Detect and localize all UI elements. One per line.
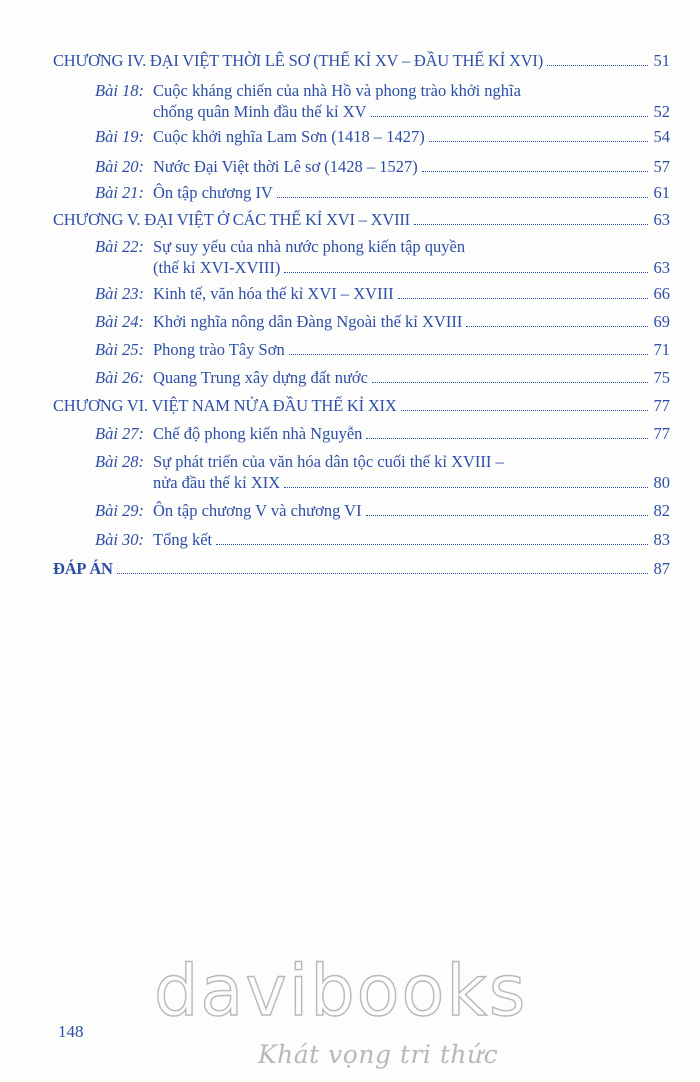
page-ref: 83 xyxy=(653,530,670,549)
lesson-title: Cuộc khởi nghĩa Lam Sơn (1418 – 1427) xyxy=(153,127,425,146)
lesson-title-line2: (thế kỉ XVI-XVIII) xyxy=(153,258,281,277)
toc-chapter-6[interactable] xyxy=(53,395,670,423)
table-of-contents xyxy=(0,50,700,586)
page-ref: 52 xyxy=(653,102,670,121)
lesson-label: Bài 27: xyxy=(95,424,145,443)
page-ref: 69 xyxy=(653,312,670,331)
dot-leader xyxy=(366,438,648,439)
lesson-title-line1: Cuộc kháng chiến của nhà Hồ và phong trào khởi nghĩa xyxy=(153,81,521,100)
lesson-label: Bài 24: xyxy=(95,312,145,331)
lesson-title: Chế độ phong kiến nhà Nguyễn xyxy=(153,424,363,443)
dot-leader xyxy=(366,515,648,516)
chapter-title: CHƯƠNG IV. ĐẠI VIỆT THỜI LÊ SƠ (THẾ KỈ XV – ĐẦU THẾ KỈ XVI) xyxy=(53,51,543,70)
page-ref: 61 xyxy=(653,183,670,202)
lesson-title: Quang Trung xây dựng đất nước xyxy=(153,368,368,387)
toc-lesson-19[interactable] xyxy=(95,126,670,156)
lesson-label: Bài 18: xyxy=(95,81,145,100)
dot-leader xyxy=(371,116,648,117)
toc-lesson-28[interactable] xyxy=(95,451,670,500)
toc-lesson-24[interactable] xyxy=(95,311,670,339)
lesson-label: Bài 26: xyxy=(95,368,145,387)
lesson-label: Bài 19: xyxy=(95,127,145,146)
lesson-label: Bài 22: xyxy=(95,237,145,256)
lesson-label: Bài 29: xyxy=(95,501,145,520)
page-ref: 51 xyxy=(653,51,670,70)
page-ref: 54 xyxy=(653,127,670,146)
dot-leader xyxy=(422,171,648,172)
page-ref: 77 xyxy=(653,424,670,443)
brand-watermark: davibooks xyxy=(154,950,528,1032)
dot-leader xyxy=(401,410,648,411)
toc-lesson-30[interactable] xyxy=(95,529,670,558)
lesson-label: Bài 28: xyxy=(95,452,145,471)
dot-leader xyxy=(216,544,648,545)
dot-leader xyxy=(284,487,648,488)
lesson-label: Bài 21: xyxy=(95,183,145,202)
lesson-title: Phong trào Tây Sơn xyxy=(153,340,285,359)
lesson-title: Khởi nghĩa nông dân Đàng Ngoài thế kỉ XVIII xyxy=(153,312,463,331)
lesson-title: Tổng kết xyxy=(153,530,213,549)
lesson-title-line1: Sự suy yếu của nhà nước phong kiến tập quyền xyxy=(153,237,466,256)
toc-lesson-21[interactable] xyxy=(95,182,670,209)
page-ref: 63 xyxy=(653,258,670,277)
dot-leader xyxy=(289,354,648,355)
toc-lesson-26[interactable] xyxy=(95,367,670,395)
toc-chapter-4[interactable] xyxy=(53,50,670,80)
page-ref: 63 xyxy=(653,210,670,229)
chapter-title: CHƯƠNG V. ĐẠI VIỆT Ở CÁC THẾ KỈ XVI – XVIII xyxy=(53,210,410,229)
page-ref: 75 xyxy=(653,368,670,387)
page-ref: 77 xyxy=(653,396,670,415)
lesson-label: Bài 23: xyxy=(95,284,145,303)
toc-lesson-23[interactable] xyxy=(95,283,670,311)
toc-lesson-18[interactable] xyxy=(95,80,670,126)
dot-leader xyxy=(372,382,648,383)
lesson-label: Bài 30: xyxy=(95,530,145,549)
page-number: 148 xyxy=(58,1022,84,1041)
page-ref: 66 xyxy=(653,284,670,303)
chapter-title: CHƯƠNG VI. VIỆT NAM NỬA ĐẦU THẾ KỈ XIX xyxy=(53,396,397,415)
lesson-label: Bài 25: xyxy=(95,340,145,359)
page-ref: 71 xyxy=(653,340,670,359)
lesson-title-line2: chống quân Minh đầu thế kỉ XV xyxy=(153,102,367,121)
dot-leader xyxy=(284,272,648,273)
toc-lesson-25[interactable] xyxy=(95,339,670,367)
toc-chapter-5[interactable] xyxy=(53,209,670,236)
lesson-title-line2: nửa đầu thế kỉ XIX xyxy=(153,473,281,492)
toc-answers[interactable] xyxy=(53,558,670,586)
lesson-title-line1: Sự phát triển của văn hóa dân tộc cuối thế kỉ XVIII – xyxy=(153,452,504,471)
brand-slogan: Khát vọng tri thức xyxy=(258,1040,499,1069)
page-ref: 80 xyxy=(653,473,670,492)
dot-leader xyxy=(277,197,648,198)
lesson-title: Nước Đại Việt thời Lê sơ (1428 – 1527) xyxy=(153,157,418,176)
dot-leader xyxy=(547,65,648,66)
page-ref: 87 xyxy=(653,559,670,578)
dot-leader xyxy=(414,224,648,225)
lesson-title: Ôn tập chương IV xyxy=(153,183,273,202)
page-ref: 82 xyxy=(653,501,670,520)
answers-title: ĐÁP ÁN xyxy=(53,559,113,578)
dot-leader xyxy=(429,141,648,142)
toc-lesson-29[interactable] xyxy=(95,500,670,529)
dot-leader xyxy=(117,573,648,574)
dot-leader xyxy=(398,298,648,299)
lesson-label: Bài 20: xyxy=(95,157,145,176)
dot-leader xyxy=(466,326,648,327)
toc-lesson-20[interactable] xyxy=(95,156,670,182)
lesson-title: Kinh tế, văn hóa thế kỉ XVI – XVIII xyxy=(153,284,394,303)
toc-lesson-22[interactable] xyxy=(95,236,670,283)
lesson-title: Ôn tập chương V và chương VI xyxy=(153,501,362,520)
page-ref: 57 xyxy=(653,157,670,176)
toc-lesson-27[interactable] xyxy=(95,423,670,451)
